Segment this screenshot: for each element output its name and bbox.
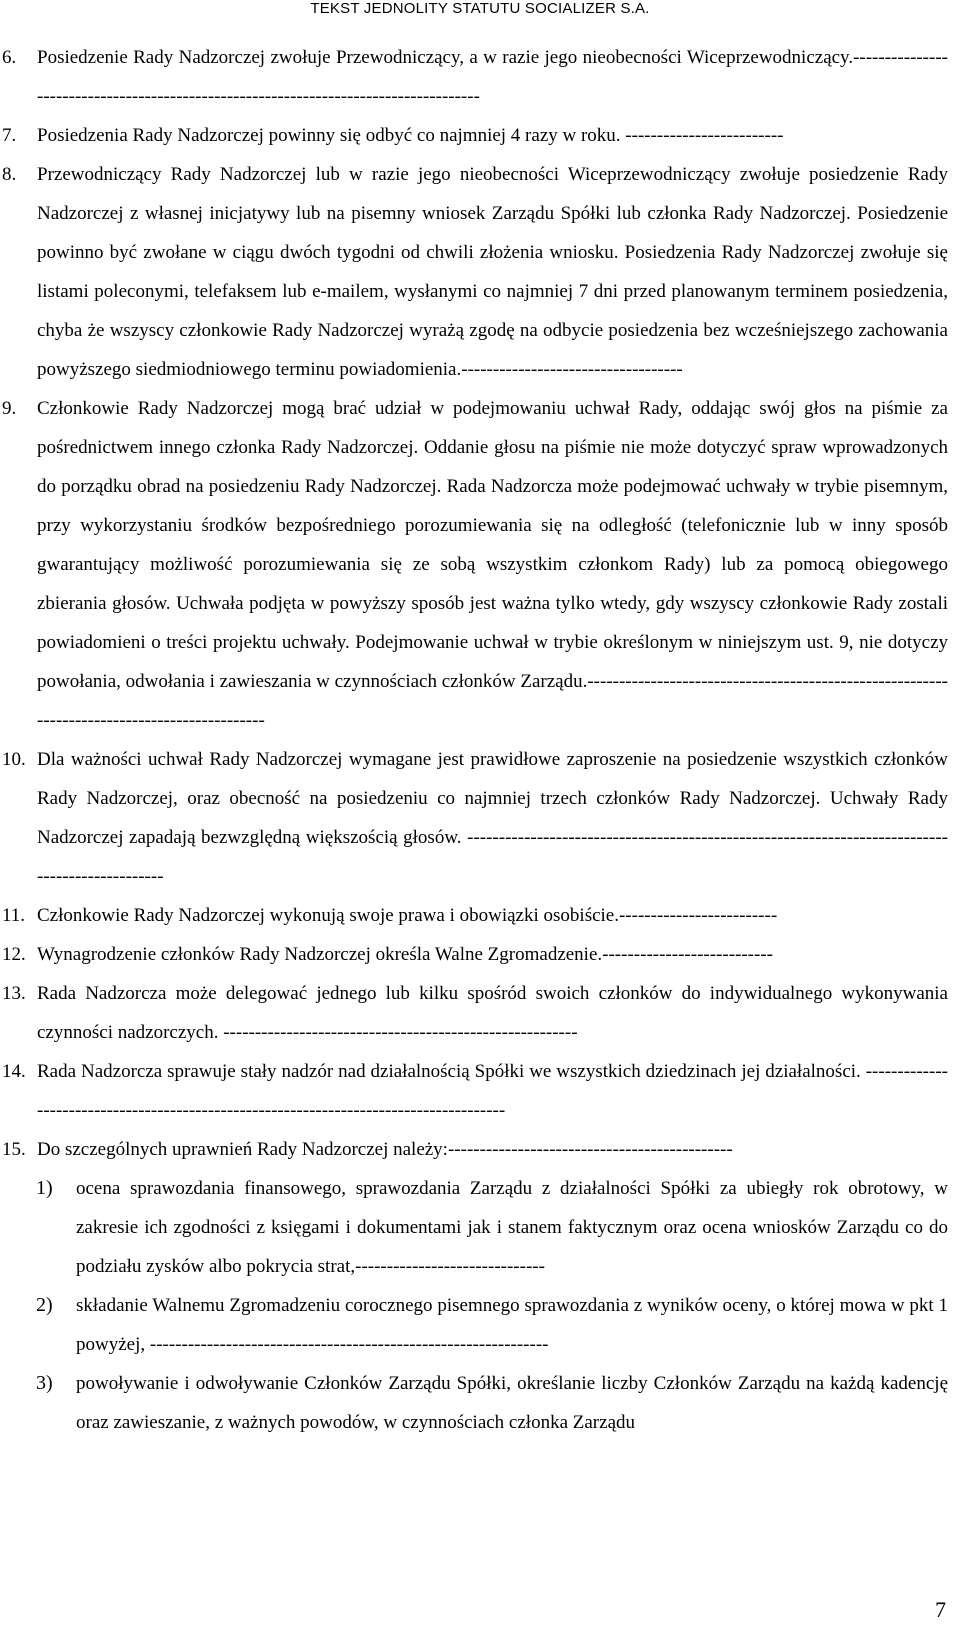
subpoint-number: 3) — [36, 1372, 53, 1394]
subpoint-text: składanie Walnemu Zgromadzeniu corocznego pisemnego sprawozdania z wyników oceny, o której mowa w pkt 1 powyżej, — [76, 1295, 948, 1355]
paragraph-10 — [0, 740, 960, 896]
paragraph-text: Członkowie Rady Nadzorczej wykonują swoje prawa i obowiązki osobiście. — [37, 905, 619, 926]
paragraph-12 — [0, 935, 960, 974]
dash-filler: ------------------------------------------------------------------------------------------------ — [37, 827, 948, 887]
subpoint-text: ocena sprawozdania finansowego, sprawozdania Zarządu z działalności Spółki za ubiegły rok obrotowy, w zakresie ich zgodności z księgami i dokumentami jak i stanem faktycznym oraz ocena wniosków Zarządu co do podziału zysków albo pokrycia strat, — [76, 1178, 948, 1277]
paragraph-11 — [0, 896, 960, 935]
paragraph-15 — [0, 1130, 960, 1169]
dash-filler: ----------------------------------- — [461, 359, 683, 380]
document-header: TEKST JEDNOLITY STATUTU SOCIALIZER S.A. — [310, 0, 650, 17]
paragraph-number: 9. — [2, 398, 17, 419]
dash-filler: --------------------------------------------------------------- — [145, 1334, 549, 1355]
paragraph-number: 10. — [2, 749, 26, 770]
paragraph-9 — [0, 389, 960, 740]
paragraph-number: 11. — [2, 905, 26, 926]
paragraph-6 — [0, 38, 960, 116]
paragraph-number: 7. — [2, 125, 17, 146]
subpoint-number: 1) — [36, 1177, 53, 1199]
subpoint-text: powoływanie i odwoływanie Członków Zarządu Spółki, określanie liczby Członków Zarządu na każdą kadencję oraz zawieszanie, z ważnych powodów, w czynnościach członka Zarządu — [76, 1373, 948, 1433]
subpoint-number: 2) — [36, 1294, 53, 1316]
paragraph-text: Rada Nadzorcza może delegować jednego lub kilku spośród swoich członków do indywidualnego wykonywania czynności nadzorczych. — [37, 983, 948, 1043]
paragraph-7 — [0, 116, 960, 155]
paragraph-number: 8. — [2, 164, 17, 185]
paragraph-text: Wynagrodzenie członków Rady Nadzorczej określa Walne Zgromadzenie. — [37, 944, 603, 965]
paragraph-text: Przewodniczący Rady Nadzorczej lub w razie jego nieobecności Wiceprzewodniczący zwołuje posiedzenie Rady Nadzorczej z własnej inicjatywy lub na pisemny wniosek Zarządu Spółki lub członka Rady Nadzorczej. Posiedzenie powinno być zwołane w ciągu dwóch tygodni od chwili złożenia wniosku. Posiedzenia Rady Nadzorczej zwołuje się listami poleconymi, telefaksem lub e-mailem, wysłanymi co najmniej 7 dni przed planowanym terminem posiedzenia, chyba że wszyscy członkowie Rady Nadzorczej wyrażą zgodę na odbycie posiedzenia bez wcześniejszego zachowania powyższego siedmiodniowego terminu powiadomienia. — [37, 164, 948, 380]
paragraph-number: 12. — [2, 944, 26, 965]
dash-filler: ------------------------------ — [355, 1256, 545, 1277]
paragraph-text: Posiedzenie Rady Nadzorczej zwołuje Przewodniczący, a w razie jego nieobecności Wiceprzewodniczący. — [37, 47, 854, 68]
paragraph-text: Posiedzenia Rady Nadzorczej powinny się odbyć co najmniej 4 razy w roku. — [37, 125, 621, 146]
document-body — [0, 38, 960, 1442]
dash-filler: ------------------------------------------------------------------------------------- — [37, 47, 948, 107]
paragraph-13 — [0, 974, 960, 1052]
paragraph-number: 6. — [2, 47, 17, 68]
paragraph-8 — [0, 155, 960, 389]
paragraph-number: 14. — [2, 1061, 26, 1082]
paragraph-number: 13. — [2, 983, 26, 1004]
dash-filler: ------------------------- — [620, 125, 784, 146]
subpoint-3 — [0, 1364, 960, 1442]
paragraph-text: Członkowie Rady Nadzorczej mogą brać udział w podejmowaniu uchwał Rady, oddając swój głos na piśmie za pośrednictwem innego członka Rady Nadzorczej. Oddanie głosu na piśmie nie może dotyczyć spraw wprowadzonych do porządku obrad na posiedzeniu Rady Nadzorczej. Rada Nadzorcza może podejmować uchwały w trybie pisemnym, przy wykorzystaniu środków bezpośredniego porozumiewania się na odległość (telefonicznie lub w inny sposób gwarantujący możliwość porozumiewania się ze sobą wszystkim członkom Rady) lub za pomocą obiegowego zbierania głosów. Uchwała podjęta w powyższy sposób jest ważna tylko wtedy, gdy wszyscy członkowie Rady zostali powiadomieni o treści projektu uchwały. Podejmowanie uchwał w trybie określonym w niniejszym ust. 9, nie dotyczy powołania, odwołania i zawieszania w czynnościach członków Zarządu. — [37, 398, 948, 692]
dash-filler: --------------------------------------------- — [447, 1139, 733, 1160]
dash-filler: ------------------------- — [618, 905, 778, 926]
dash-filler: --------------------------- — [602, 944, 773, 965]
paragraph-14 — [0, 1052, 960, 1130]
page-number: 7 — [935, 1597, 946, 1622]
paragraph-text: Do szczególnych uprawnień Rady Nadzorczej należy: — [37, 1139, 448, 1160]
subpoint-1 — [0, 1169, 960, 1286]
paragraph-text: Rada Nadzorcza sprawuje stały nadzór nad działalnością Spółki we wszystkich dziedzinach jej działalności. — [37, 1061, 861, 1082]
paragraph-number: 15. — [2, 1139, 26, 1160]
subpoint-2 — [0, 1286, 960, 1364]
paragraph-text: Dla ważności uchwał Rady Nadzorczej wymagane jest prawidłowe zaproszenie na posiedzenie wszystkich członków Rady Nadzorczej, oraz obecność na posiedzeniu co najmniej trzech członków Rady Nadzorczej. Uchwały Rady Nadzorczej zapadają bezwzględną większością głosów. — [37, 749, 948, 848]
dash-filler: --------------------------------------------------------------------------------------- — [37, 1061, 948, 1121]
dash-filler: --------------------------------------------------------------------------------------------- — [37, 671, 948, 731]
dash-filler: -------------------------------------------------------- — [218, 1022, 578, 1043]
